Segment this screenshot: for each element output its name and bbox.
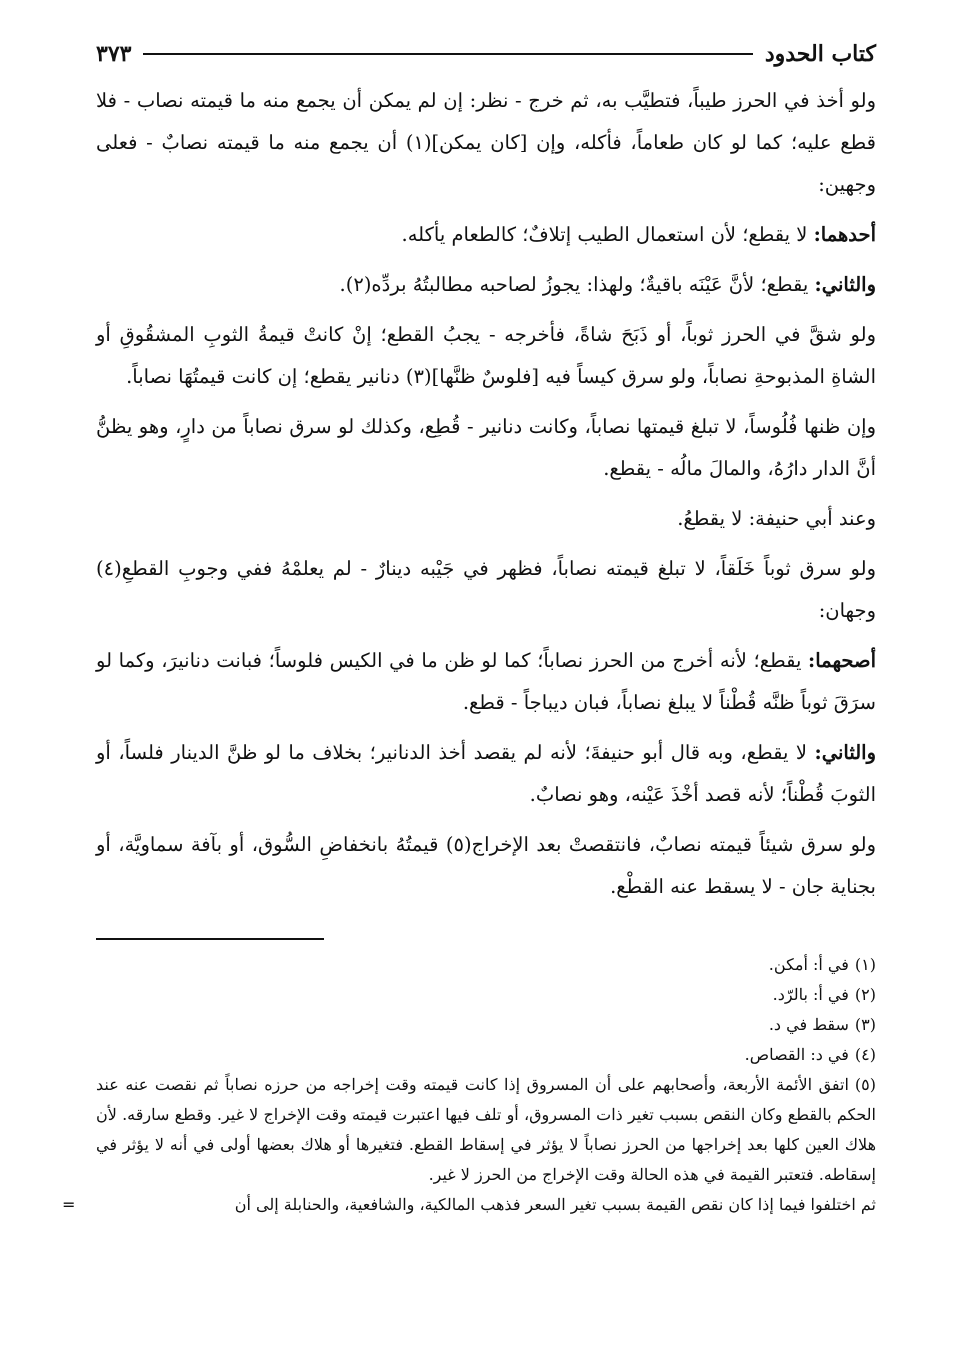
paragraph: والثاني: يقطع؛ لأنَّ عَيْنَه باقيةٌ؛ ولهذا: يجوزُ لصاحبه مطالبتُهُ بردِّه(٢). [339, 273, 876, 296]
main-text [96, 80, 876, 908]
footnote: (١)في أ: أمكن. [768, 955, 876, 974]
paragraph-lead: أصحهما: [808, 649, 876, 672]
paragraph: ولو أخذ في الحرز طيباً، فتطيَّب به، ثم خرج - نظر: إن لم يمكن أن يجمع منه ما قيمته نصاب - فلا قطع عليه؛ كما لو كان طعاماً، فأكله، وإن [كان يمكن](١) أن يجمع منه ما قيمته نصابٌ - فعلى وجهين: [96, 89, 876, 196]
footnote: (٥)اتفق الأئمة الأربعة، وأصحابهم على أن المسروق إذا كانت قيمته وقت إخراجه من حرزه نصاباً ثم نقصت عنه عند الحكم بالقطع وكان النقص بسبب تغير ذات المسروق، أو تلف فيها اعتبرت قيمته وقت الإخراج لا غير. وقطع سارقه. لأن هلاك العين كلها بعد إخراجها من الحرز نصاباً لا يؤثر في إسقاط القطع. فتغيرها أو هلاك بعضها أولى في أنه لا يؤثر في إسقاطه. فتعتبر القيمة في هذه الحالة وقت الإخراج من الحرز لا غير. [96, 1075, 876, 1184]
header-rule [143, 53, 752, 55]
footnotes [62, 950, 876, 1220]
footnote: (٣)سقط في د. [768, 1015, 876, 1034]
continuation-mark: = [62, 1195, 76, 1214]
footnote-separator [96, 938, 324, 940]
book-page [62, 34, 876, 1220]
footnote: (٢)في أ: بالرّد. [772, 985, 876, 1004]
footnote: (٤)في د: القصاص. [744, 1045, 876, 1064]
paragraph-lead: أحدهما: [813, 223, 876, 246]
paragraph: ولو شقَّ في الحرز ثوباً، أو ذَبَحَ شاةً، فأخرجه - يجبُ القطع؛ إنْ كانتْ قيمةُ الثوبِ المشقُوقِ أو الشاةِ المذبوحةِ نصاباً، ولو سرق كيساً فيه [فلوسٌ ظنَّها](٣) دنانير يقطع؛ إن كانت قيمتُهَا نصاباً. [96, 323, 876, 388]
paragraph: أصحهما: يقطع؛ لأنه أخرج من الحرز نصاباً؛ كما لو ظن ما في الكيس فلوساً؛ فبانت دنانيرَ، وكما لو سرَقَ ثوباً ظنَّه قُطْناً لا يبلغ نصاباً، فبان ديباجاً - قطع. [96, 649, 876, 714]
paragraph-lead: والثاني: [814, 273, 876, 296]
paragraph: أحدهما: لا يقطع؛ لأن استعمال الطيب إتلافٌ؛ كالطعام يأكله. [401, 223, 876, 246]
page-number: ٣٧٣ [96, 41, 132, 67]
running-title: كتاب الحدود [764, 41, 876, 67]
page-header [96, 34, 876, 74]
paragraph-lead: والثاني: [814, 741, 876, 764]
paragraph: والثاني: لا يقطع، وبه قال أبو حنيفةَ؛ لأنه لم يقصد أخذ الدنانير؛ بخلاف ما لو ظنَّ الدينار فلساً، أو الثوبَ قُطْناً؛ لأنه قصد أخْذَ عَيْنه، وهو نصابٌ. [96, 741, 876, 806]
paragraph: وعند أبي حنيفة: لا يقطعُ. [677, 507, 876, 530]
paragraph: ولو سرق ثوباً خَلَقاً، لا تبلغ قيمته نصاباً، فظهر في جَيْبه دينارٌ - لم يعلمْهُ ففي وجوبِ القطعِ(٤) وجهان: [96, 557, 876, 622]
paragraph: وإن ظنها فُلُوساً، لا تبلغ قيمتها نصاباً، وكانت دنانير - قُطِع، وكذلك لو سرق نصاباً من دارٍ، وهو يظنُّ أنَّ الدار دارُهُ، والمالَ مالُه - يقطع. [96, 415, 876, 480]
paragraph: ولو سرق شيئاً قيمته نصابٌ، فانتقصتْ بعد الإخراج(٥) قيمتُهُ بانخفاضِ السُّوق، أو بآفة سماويَّة، أو بجناية جان - لا يسقط عنه القطْع. [96, 833, 876, 898]
footnote-continuation: ثم اختلفوا فيما إذا كان نقص القيمة بسبب تغير السعر فذهب المالكية، والشافعية، والحنابلة إلى أن = [96, 1190, 876, 1220]
